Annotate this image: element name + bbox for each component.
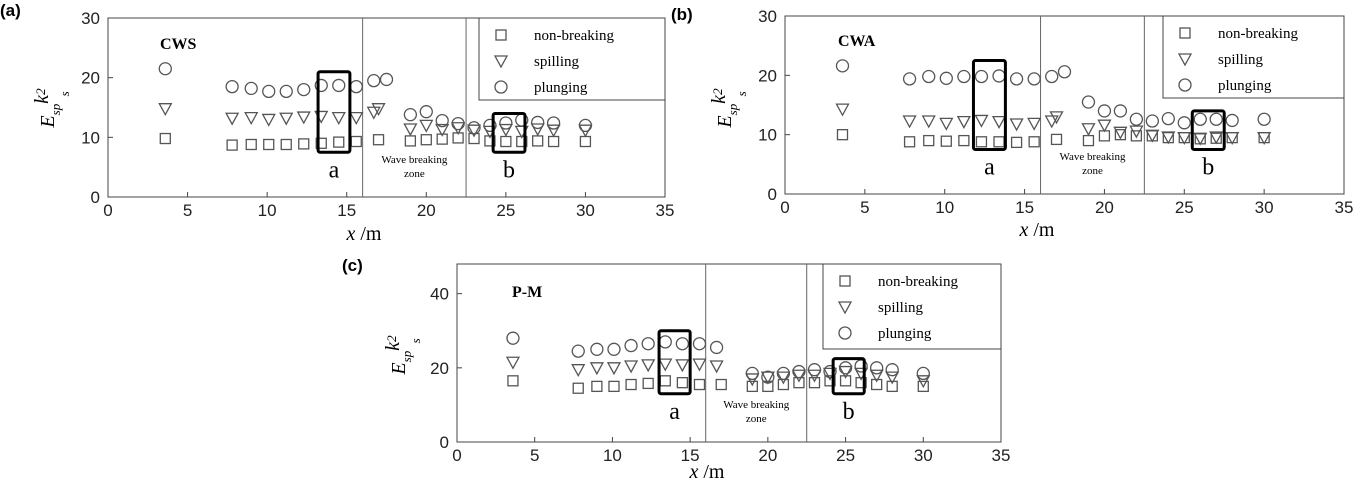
data-point-non-breaking	[905, 137, 915, 147]
data-point-spilling	[350, 113, 362, 124]
y-axis-label: $E_{sp}k2$ s	[382, 335, 423, 375]
data-point-non-breaking	[533, 136, 543, 146]
data-point-spilling	[676, 360, 688, 371]
x-axis-label: x /m	[689, 461, 725, 478]
data-point-plunging	[1059, 66, 1071, 78]
data-point-non-breaking	[1083, 136, 1093, 146]
data-point-plunging	[642, 338, 654, 350]
data-point-spilling	[500, 125, 512, 136]
data-point-non-breaking	[994, 137, 1004, 147]
data-point-non-breaking	[747, 381, 757, 391]
y-tick-label: 20	[430, 358, 449, 378]
legend	[823, 264, 1001, 349]
data-point-plunging	[625, 340, 637, 352]
data-point-non-breaking	[374, 135, 384, 145]
legend-entry: plunging	[1218, 78, 1272, 94]
data-point-plunging	[1028, 73, 1040, 85]
y-tick-label: 0	[90, 188, 100, 207]
data-point-non-breaking	[246, 139, 256, 149]
data-point-plunging	[159, 63, 171, 75]
chart-panel-c	[382, 264, 1010, 478]
legend	[1163, 16, 1344, 98]
data-point-plunging	[871, 362, 883, 374]
x-tick-label: 35	[991, 446, 1011, 465]
data-point-spilling	[904, 116, 916, 127]
legend-entry: plunging	[878, 326, 932, 342]
data-point-plunging	[1146, 115, 1158, 127]
data-point-spilling	[298, 112, 310, 123]
data-point-spilling	[280, 113, 292, 124]
panel-label: (b)	[671, 5, 693, 24]
y-tick-label: 20	[81, 68, 100, 88]
legend-entry: non-breaking	[534, 28, 614, 44]
data-point-plunging	[226, 81, 238, 93]
data-point-plunging	[923, 71, 935, 83]
data-point-plunging	[507, 332, 519, 344]
data-point-plunging	[532, 116, 544, 128]
data-point-plunging	[298, 84, 310, 96]
data-point-non-breaking	[405, 136, 415, 146]
x-tick-label: 20	[758, 446, 778, 465]
data-point-non-breaking	[794, 378, 804, 388]
highlight-label: a	[669, 398, 680, 425]
data-point-non-breaking	[299, 139, 309, 149]
data-point-plunging	[245, 82, 257, 94]
x-tick-label: 15	[680, 446, 700, 465]
x-tick-label: 10	[257, 201, 277, 220]
highlight-label: a	[328, 157, 340, 184]
data-point-plunging	[572, 345, 584, 357]
x-tick-label: 5	[860, 198, 870, 217]
y-tick-label: 40	[430, 284, 449, 304]
x-tick-label: 15	[337, 201, 357, 220]
data-point-plunging	[777, 367, 789, 379]
x-tick-label: 30	[913, 446, 933, 465]
data-point-non-breaking	[609, 381, 619, 391]
data-point-spilling	[532, 124, 544, 135]
data-point-non-breaking	[580, 137, 590, 147]
data-point-non-breaking	[716, 380, 726, 390]
data-point-spilling	[836, 104, 848, 115]
data-point-spilling	[468, 125, 480, 136]
data-point-non-breaking	[549, 137, 559, 147]
chart-title: CWA	[838, 33, 876, 50]
data-point-non-breaking	[592, 381, 602, 391]
data-point-spilling	[420, 120, 432, 131]
legend-entry: non-breaking	[878, 274, 958, 290]
highlight-label: a	[984, 154, 995, 181]
data-point-spilling	[1146, 130, 1158, 141]
data-point-non-breaking	[677, 378, 687, 388]
data-point-spilling	[940, 118, 952, 129]
data-point-spilling	[1011, 119, 1023, 130]
data-point-non-breaking	[351, 137, 361, 147]
x-tick-label: 20	[1094, 198, 1114, 217]
data-point-plunging	[368, 75, 380, 87]
data-point-non-breaking	[334, 137, 344, 147]
x-tick-label: 0	[780, 198, 790, 217]
chart-panel-b	[708, 7, 1353, 241]
x-tick-label: 0	[103, 201, 113, 220]
data-point-plunging	[1162, 113, 1174, 125]
data-point-plunging	[1258, 113, 1270, 125]
data-point-plunging	[381, 73, 393, 85]
data-point-plunging	[420, 106, 432, 118]
zone-label: zone	[745, 413, 767, 426]
data-point-non-breaking	[694, 380, 704, 390]
data-point-plunging	[1130, 113, 1142, 125]
data-point-non-breaking	[281, 139, 291, 149]
data-point-non-breaking	[778, 380, 788, 390]
y-tick-label: 30	[758, 7, 777, 26]
data-point-spilling	[1028, 118, 1040, 129]
highlight-label: b	[503, 157, 516, 184]
legend-entry: spilling	[878, 300, 924, 316]
legend-entry: non-breaking	[1218, 26, 1298, 42]
data-point-non-breaking	[1052, 134, 1062, 144]
chart-title: P-M	[512, 284, 543, 301]
highlight-label: b	[1202, 154, 1215, 181]
zone-label: Wave breaking	[1059, 151, 1126, 164]
x-tick-label: 5	[529, 446, 540, 465]
data-point-plunging	[1210, 113, 1222, 125]
data-point-plunging	[404, 109, 416, 121]
data-point-spilling	[923, 116, 935, 127]
x-tick-label: 25	[1174, 198, 1194, 217]
data-point-non-breaking	[976, 137, 986, 147]
data-point-non-breaking	[508, 376, 518, 386]
data-point-spilling	[572, 365, 584, 376]
data-point-plunging	[1194, 113, 1206, 125]
data-point-non-breaking	[660, 376, 670, 386]
x-axis-label: x /m	[1019, 219, 1055, 241]
data-point-spilling	[333, 113, 345, 124]
data-point-spilling	[693, 359, 705, 370]
x-tick-label: 10	[602, 446, 622, 465]
data-point-non-breaking	[1012, 137, 1022, 147]
data-point-plunging	[1011, 73, 1023, 85]
x-tick-label: 10	[935, 198, 955, 217]
data-point-non-breaking	[160, 134, 170, 144]
data-point-spilling	[608, 363, 620, 374]
data-point-spilling	[579, 125, 591, 136]
zone-label: zone	[1082, 165, 1103, 178]
data-point-spilling	[159, 104, 171, 115]
chart-panel-a	[31, 9, 674, 245]
x-tick-label: 25	[836, 446, 856, 465]
data-point-spilling	[958, 117, 970, 128]
data-point-non-breaking	[643, 378, 653, 388]
data-point-plunging	[263, 85, 275, 97]
data-point-plunging	[452, 118, 464, 130]
y-tick-label: 30	[81, 9, 100, 28]
data-point-non-breaking	[837, 130, 847, 140]
data-point-spilling	[1194, 133, 1206, 144]
data-point-non-breaking	[573, 383, 583, 393]
zone-label: Wave breaking	[381, 153, 448, 166]
data-point-non-breaking	[626, 380, 636, 390]
data-point-spilling	[226, 113, 238, 124]
data-point-spilling	[993, 117, 1005, 128]
y-tick-label: 20	[758, 66, 777, 86]
data-point-spilling	[404, 124, 416, 135]
data-point-plunging	[975, 71, 987, 83]
x-tick-label: 5	[182, 201, 193, 220]
data-point-plunging	[548, 117, 560, 129]
y-tick-label: 10	[758, 125, 777, 145]
data-point-spilling	[591, 363, 603, 374]
y-axis-label: $E_{sp}k2$ s	[708, 88, 749, 128]
data-point-non-breaking	[924, 136, 934, 146]
data-point-plunging	[711, 341, 723, 353]
data-point-spilling	[245, 113, 257, 124]
data-point-spilling	[625, 361, 637, 372]
x-tick-label: 25	[496, 201, 516, 220]
x-tick-label: 30	[1254, 198, 1274, 217]
data-point-non-breaking	[941, 136, 951, 146]
data-point-plunging	[1046, 71, 1058, 83]
panel-label: (a)	[0, 1, 21, 20]
zone-label: zone	[403, 167, 425, 180]
y-tick-label: 0	[767, 185, 777, 204]
data-point-non-breaking	[809, 378, 819, 388]
data-point-non-breaking	[264, 139, 274, 149]
zone-label: Wave breaking	[723, 399, 790, 412]
data-point-plunging	[676, 338, 688, 350]
data-point-non-breaking	[959, 136, 969, 146]
data-point-spilling	[263, 114, 275, 125]
legend	[479, 18, 665, 100]
legend-entry: plunging	[534, 80, 588, 96]
data-point-spilling	[507, 357, 519, 368]
data-point-plunging	[1226, 114, 1238, 126]
data-point-plunging	[608, 343, 620, 355]
data-point-spilling	[1114, 127, 1126, 138]
data-point-plunging	[1082, 96, 1094, 108]
legend-entry: spilling	[1218, 52, 1264, 68]
data-point-spilling	[1082, 124, 1094, 135]
data-point-spilling	[711, 361, 723, 372]
highlight-box-a	[659, 331, 690, 394]
x-tick-label: 35	[1334, 198, 1354, 217]
data-point-plunging	[993, 70, 1005, 82]
x-tick-label: 30	[575, 201, 595, 220]
data-point-plunging	[958, 71, 970, 83]
data-point-spilling	[642, 360, 654, 371]
data-point-plunging	[333, 79, 345, 91]
data-point-plunging	[280, 85, 292, 97]
data-point-plunging	[350, 81, 362, 93]
data-point-plunging	[1178, 117, 1190, 129]
data-point-plunging	[793, 366, 805, 378]
data-point-non-breaking	[501, 137, 511, 147]
data-point-plunging	[904, 73, 916, 85]
panel-label: (c)	[342, 256, 363, 275]
data-point-plunging	[886, 364, 898, 376]
data-point-non-breaking	[227, 140, 237, 150]
data-point-plunging	[693, 338, 705, 350]
data-point-spilling	[1162, 132, 1174, 143]
legend-entry: spilling	[534, 54, 580, 70]
data-point-plunging	[659, 336, 671, 348]
x-tick-label: 15	[1015, 198, 1035, 217]
data-point-plunging	[500, 117, 512, 129]
y-tick-label: 0	[439, 433, 449, 452]
y-axis-label: $E_{sp}k2$ s	[31, 88, 72, 128]
data-point-spilling	[1130, 126, 1142, 137]
x-tick-label: 35	[655, 201, 675, 220]
data-point-plunging	[1114, 105, 1126, 117]
data-point-plunging	[940, 72, 952, 84]
data-point-plunging	[591, 343, 603, 355]
data-point-plunging	[1098, 105, 1110, 117]
highlight-label: b	[842, 398, 855, 425]
x-axis-label: x /m	[346, 223, 382, 245]
x-tick-label: 20	[416, 201, 436, 220]
x-tick-label: 0	[452, 446, 462, 465]
data-point-non-breaking	[421, 135, 431, 145]
data-point-plunging	[917, 367, 929, 379]
data-point-spilling	[975, 115, 987, 126]
data-point-plunging	[836, 60, 848, 72]
chart-title: CWS	[160, 36, 197, 53]
data-point-plunging	[840, 362, 852, 374]
data-point-spilling	[1098, 120, 1110, 131]
data-point-spilling	[659, 359, 671, 370]
data-point-non-breaking	[1029, 137, 1039, 147]
y-tick-label: 10	[81, 128, 100, 148]
